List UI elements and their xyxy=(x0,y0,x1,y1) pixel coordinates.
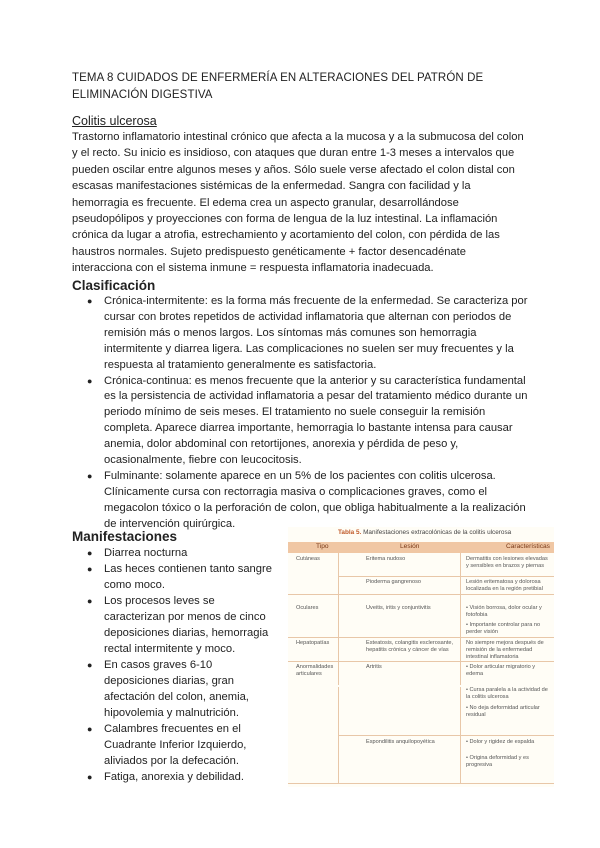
table-cell: Eritema nudoso xyxy=(366,556,406,562)
document-title: TEMA 8 CUIDADOS DE ENFERMERÍA EN ALTERACIONES DEL PATRÓN DE ELIMINACIÓN DIGESTIVA xyxy=(72,72,484,101)
row-divider xyxy=(338,735,554,736)
row-divider xyxy=(288,594,554,595)
bullet-icon: ● xyxy=(87,296,93,306)
table-caption xyxy=(338,529,511,536)
table-cell: Anormalidades articulares xyxy=(296,664,334,678)
list-item: ● Crónica-intermitente: es la forma más frecuente de la enfermedad. Se caracteriza por cursar con brotes repetidos de actividad inflamatoria que alternan con periodos de remisión más o menos largos. Los síntomas más comunes son hemorragia intermitente y diarrea ligera. Las complicaciones no suelen ser muy frecuentes y la respuesta al tratamiento generalmente es satisfactoria. xyxy=(87,295,528,371)
table-cell: Espondilitis anquilopoyética xyxy=(366,739,435,745)
bullet-icon: ● xyxy=(87,564,93,574)
list-item: ● Fatiga, anorexia y debilidad. xyxy=(87,771,244,783)
table-cell: • Importante controlar para no perder visión xyxy=(466,622,541,636)
table-cell: • Dolor y rigidez de espalda xyxy=(466,739,535,745)
table-cell: • Cursa paralela a la actividad de la colitis ulcerosa xyxy=(466,687,548,701)
table-cell: Lesión eritematosa y dolorosa localizada en la región pretibial xyxy=(466,579,543,593)
extracolonic-table xyxy=(288,527,554,687)
list-item: ● Calambres frecuentes en el Cuadrante Inferior Izquierdo, aliviados por la defecación. xyxy=(87,723,247,767)
manifestaciones-list xyxy=(72,545,278,785)
header-lesion: Lesión xyxy=(400,543,420,550)
bullet-icon: ● xyxy=(87,724,93,734)
clasificacion-list xyxy=(72,294,532,533)
table-cell: Cutáneas xyxy=(296,556,320,562)
list-item: ● Las heces contienen tanto sangre como moco. xyxy=(87,563,272,591)
list-item: ● Crónica-continua: es menos frecuente que la anterior y su característica fundamental es la persistencia de actividad inflamatoria a pesar del tratamiento médico durante un periodo mínimo de seis meses. El tratamiento no suele conseguir la remisión completa. Aparece diarrea importante, hemorragia lo bastante intensa para causar anemia, dolor abdominal con retortijones, anorexia y pérdida de peso y, ocasionalmente, fiebre con leucocitosis. xyxy=(87,374,528,467)
list-item: ● Los procesos leves se caracterizan por menos de cinco deposiciones diarias, hemorragia rectal intermitente y moco. xyxy=(87,595,269,655)
bullet-icon: ● xyxy=(87,375,93,386)
bullet-icon: ● xyxy=(87,470,93,481)
table-cell: • Visión borrosa, dolor ocular y fotofobia xyxy=(466,605,542,619)
table-cell: Esteatosis, colangitis esclerosante, hepatitis crónica y cáncer de vías xyxy=(366,640,454,654)
bullet-icon: ● xyxy=(87,772,93,782)
table-cell: Oculares xyxy=(296,605,319,611)
bullet-icon: ● xyxy=(87,660,93,670)
table-cell: Artritis xyxy=(366,664,382,670)
table-cell: No siempre mejora después de remisión de la enfermedad intestinal inflamatoria xyxy=(466,640,544,661)
extracolonic-table-continued xyxy=(288,687,554,787)
list-item: ● Fulminante: solamente aparece en un 5% de los pacientes con colitis ulcerosa. Clínicamente cursa con rectorragia masiva o complicaciones graves, como el megacolon tóxico o la perforación de colon, que obliga habitualmente a la realización de intervención quirúrgica. xyxy=(87,469,526,530)
row-divider xyxy=(288,783,554,784)
table-label: Tabla 5. xyxy=(338,529,362,536)
table-cell: • No deja deformidad articular residual xyxy=(466,705,540,719)
table-cell: Uveitis, iritis y conjuntivitis xyxy=(366,605,431,611)
clasificacion-heading: Clasificación xyxy=(72,278,156,293)
table-caption-text: Manifestaciones extracolónicas de la colitis ulcerosa xyxy=(363,529,512,536)
row-divider xyxy=(338,576,554,577)
column-divider xyxy=(338,553,339,685)
colitis-heading: Colitis ulcerosa xyxy=(72,114,157,128)
manifestaciones-heading: Manifestaciones xyxy=(72,529,178,544)
table-cell: Hepatopatías xyxy=(296,640,330,646)
column-divider xyxy=(460,553,461,685)
header-tipo: Tipo xyxy=(316,543,329,550)
table-cell: Dermatitis con lesiones elevadas y sensibles en brazos y piernas xyxy=(466,556,548,570)
header-caracteristicas: Características xyxy=(506,543,550,550)
table-cell: • Dolor articular migratorio y edema xyxy=(466,664,536,678)
table-header xyxy=(288,542,554,553)
bullet-icon: ● xyxy=(87,548,93,558)
table-cell: • Origina deformidad y es progresiva xyxy=(466,755,529,769)
colitis-paragraph: Trastorno inflamatorio intestinal crónico que afecta a la mucosa y a la submucosa del colon y el recto. Su inicio es insidioso, con ataques que duran entre 1-3 meses a intervalos que pueden oscilar entre algunos meses y años. Sólo suele verse afectado el colon distal con escasas manifestaciones sistémicas de la enfermedad. Sangra con facilidad y la hemorragia es frecuente. El edema crea un aspecto granular, desarrollándose pseudopólipos y proyecciones con forma de lengua de la luz intestinal. La inflamación crónica da lugar a atrofia, estrechamiento y acortamiento del colon, con pérdida de las haustros normales. Sujeto predispuesto genéticamente + factor desencadénate interacciona con el sistema inmune = respuesta inflamatoria inadecuada. xyxy=(72,131,524,275)
row-divider xyxy=(288,637,554,638)
list-item: ● Diarrea nocturna xyxy=(87,547,188,559)
table-cell: Pioderma gangrenoso xyxy=(366,579,422,585)
list-item: ● En casos graves 6-10 deposiciones diarias, gran afectación del colon, anemia, hipovolemia y malnutrición. xyxy=(87,659,249,719)
bullet-icon: ● xyxy=(87,596,93,606)
